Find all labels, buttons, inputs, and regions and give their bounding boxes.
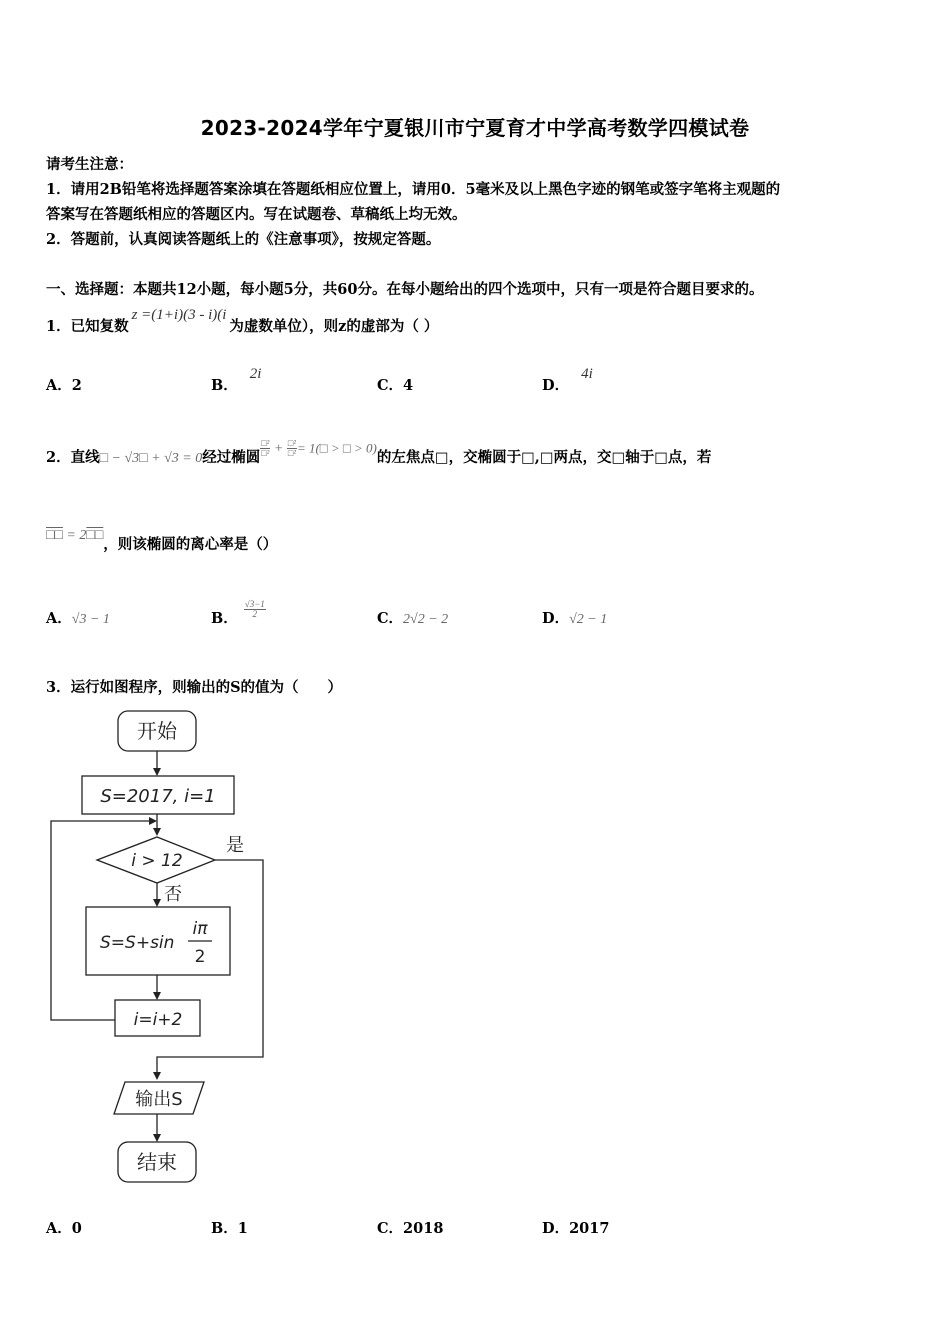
question-1-suffix: 为虚数单位），则z的虚部为（ ） — [229, 318, 439, 335]
question-3: 3．运行如图程序，则输出的S的值为（ ） — [46, 679, 343, 696]
q1-option-a[interactable]: A．2 — [46, 377, 82, 394]
q3-option-b[interactable]: B．1 — [211, 1220, 248, 1237]
q3-option-d[interactable]: D．2017 — [542, 1220, 610, 1237]
q2-option-b[interactable]: B． $\frac{√3-1}{2}$ — [211, 598, 265, 627]
q2-option-c[interactable]: C．2√2 − 2 — [377, 610, 449, 627]
notice-line-2: 答案写在答题纸相应的答题区内。写在试题卷、草稿纸上均无效。 — [46, 206, 467, 223]
flow-end-label: 结束 — [137, 1150, 177, 1174]
vector-equation: □□ = 2□□ — [46, 528, 104, 543]
flow-body-numerator: iπ — [192, 919, 208, 939]
notice-line-3: 2．答题前，认真阅读答题纸上的《注意事项》，按规定答题。 — [46, 231, 441, 248]
flowchart — [40, 700, 300, 1200]
question-1-formula: z =(1+i)(3 - i)(i — [131, 307, 227, 323]
flow-start-label: 开始 — [137, 719, 177, 743]
flow-body-denominator: 2 — [194, 947, 206, 967]
question-2-condition: □□ = 2□□，则该椭圆的离心率是（） — [46, 528, 278, 553]
q1-option-c[interactable]: C．4 — [377, 377, 414, 394]
question-2: 2．直线□ − √3□ + √3 = 0经过椭圆 $\frac{\text{□²}}{\text{□²}}$ + $\frac{\text{□²}}{\text{□²}}$ = 1(□ > □ > 0)的左焦点□，交椭圆于□,□两点，交□轴于□点，若 — [46, 437, 712, 466]
q1-option-b[interactable]: B．2i — [211, 366, 262, 394]
page-title: 2023-2024学年宁夏银川市宁夏育才中学高考数学四模试卷 — [200, 116, 750, 140]
flow-no-label: 否 — [164, 884, 182, 905]
q2-option-d[interactable]: D．√2 − 1 — [542, 610, 608, 627]
question-1-prefix: 1．已知复数 — [46, 318, 129, 335]
q2-option-a[interactable]: A．√3 − 1 — [46, 610, 110, 627]
q3-option-c[interactable]: C．2018 — [377, 1220, 444, 1237]
q3-option-a[interactable]: A．0 — [46, 1220, 82, 1237]
section-heading: 一、选择题：本题共12小题，每小题5分，共60分。在每小题给出的四个选项中，只有一项是符合题目要求的。 — [46, 281, 764, 298]
line-equation: □ − √3□ + √3 = 0 — [99, 451, 203, 466]
flow-body-label: S=S+sin — [100, 933, 175, 953]
flow-init-label: S=2017, i=1 — [100, 786, 216, 807]
question-1 — [46, 307, 439, 336]
q1-option-d[interactable]: D．4i — [542, 366, 593, 394]
flow-increment-label: i=i+2 — [133, 1010, 183, 1030]
flow-output-label: 输出S — [135, 1089, 183, 1110]
flow-yes-label: 是 — [226, 835, 244, 856]
notice-line-1: 1．请用2B铅笔将选择题答案涂填在答题纸相应位置上，请用0．5毫米及以上黑色字迹的钢笔或签字笔将主观题的 — [46, 181, 781, 198]
ellipse-equation: $\frac{\text{□²}}{\text{□²}}$ + $\frac{\text{□²}}{\text{□²}}$ = 1(□ > □ > 0) — [261, 437, 377, 458]
notice-heading: 请考生注意： — [46, 156, 133, 173]
flow-condition-label: i > 12 — [131, 851, 183, 871]
